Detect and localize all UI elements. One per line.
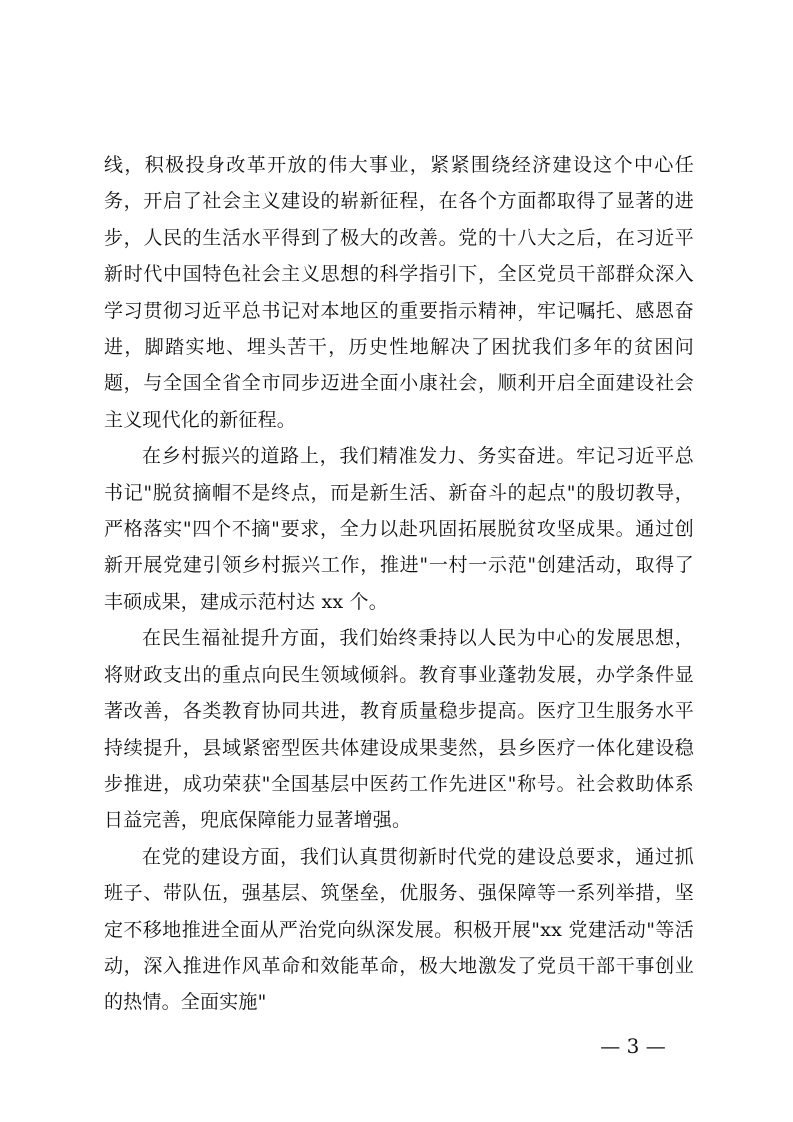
paragraph-rural-revitalization: 在乡村振兴的道路上，我们精准发力、务实奋进。牢记习近平总书记"脱贫摘帽不是终点，而是新生活、新奋斗的起点"的殷切教导，严格落实"四个不摘"要求，全力以赴巩固拓展脱贫攻坚成果。通过创新开展党建引领乡村振兴工作，推进"一村一示范"创建活动，取得了丰硕成果，建成示范村达 xx 个。	[104, 445, 694, 613]
page-number: — 3 —	[600, 1034, 666, 1058]
paragraph-continuation: 线，积极投身改革开放的伟大事业，紧紧围绕经济建设这个中心任务，开启了社会主义建设的崭新征程，在各个方面都取得了显著的进步，人民的生活水平得到了极大的改善。党的十八大之后，在习近平新时代中国特色社会主义思想的科学指引下，全区党员干部群众深入学习贯彻习近平总书记对本地区的重要指示精神，牢记嘱托、感恩奋进，脚踏实地、埋头苦干，历史性地解决了困扰我们多年的贫困问题，与全国全省全市同步迈进全面小康社会，顺利开启全面建设社会主义现代化的新征程。	[104, 154, 694, 431]
document-body	[104, 147, 694, 1021]
paragraph-party-building: 在党的建设方面，我们认真贯彻新时代党的建设总要求，通过抓班子、带队伍，强基层、筑堡垒，优服务、强保障等一系列举措，坚定不移地推进全面从严治党向纵深发展。积极开展"xx 党建活动"等活动，深入推进作风革命和效能革命，极大地激发了党员干部干事创业的热情。全面实施"	[104, 845, 694, 1014]
paragraph-livelihood: 在民生福祉提升方面，我们始终秉持以人民为中心的发展思想，将财政支出的重点向民生领域倾斜。教育事业蓬勃发展，办学条件显著改善，各类教育协同共进，教育质量稳步提高。医疗卫生服务水平持续提升，县域紧密型医共体建设成果斐然，县乡医疗一体化建设稳步推进，成功荣获"全国基层中医药工作先进区"称号。社会救助体系日益完善，兜底保障能力显著增强。	[104, 627, 694, 832]
